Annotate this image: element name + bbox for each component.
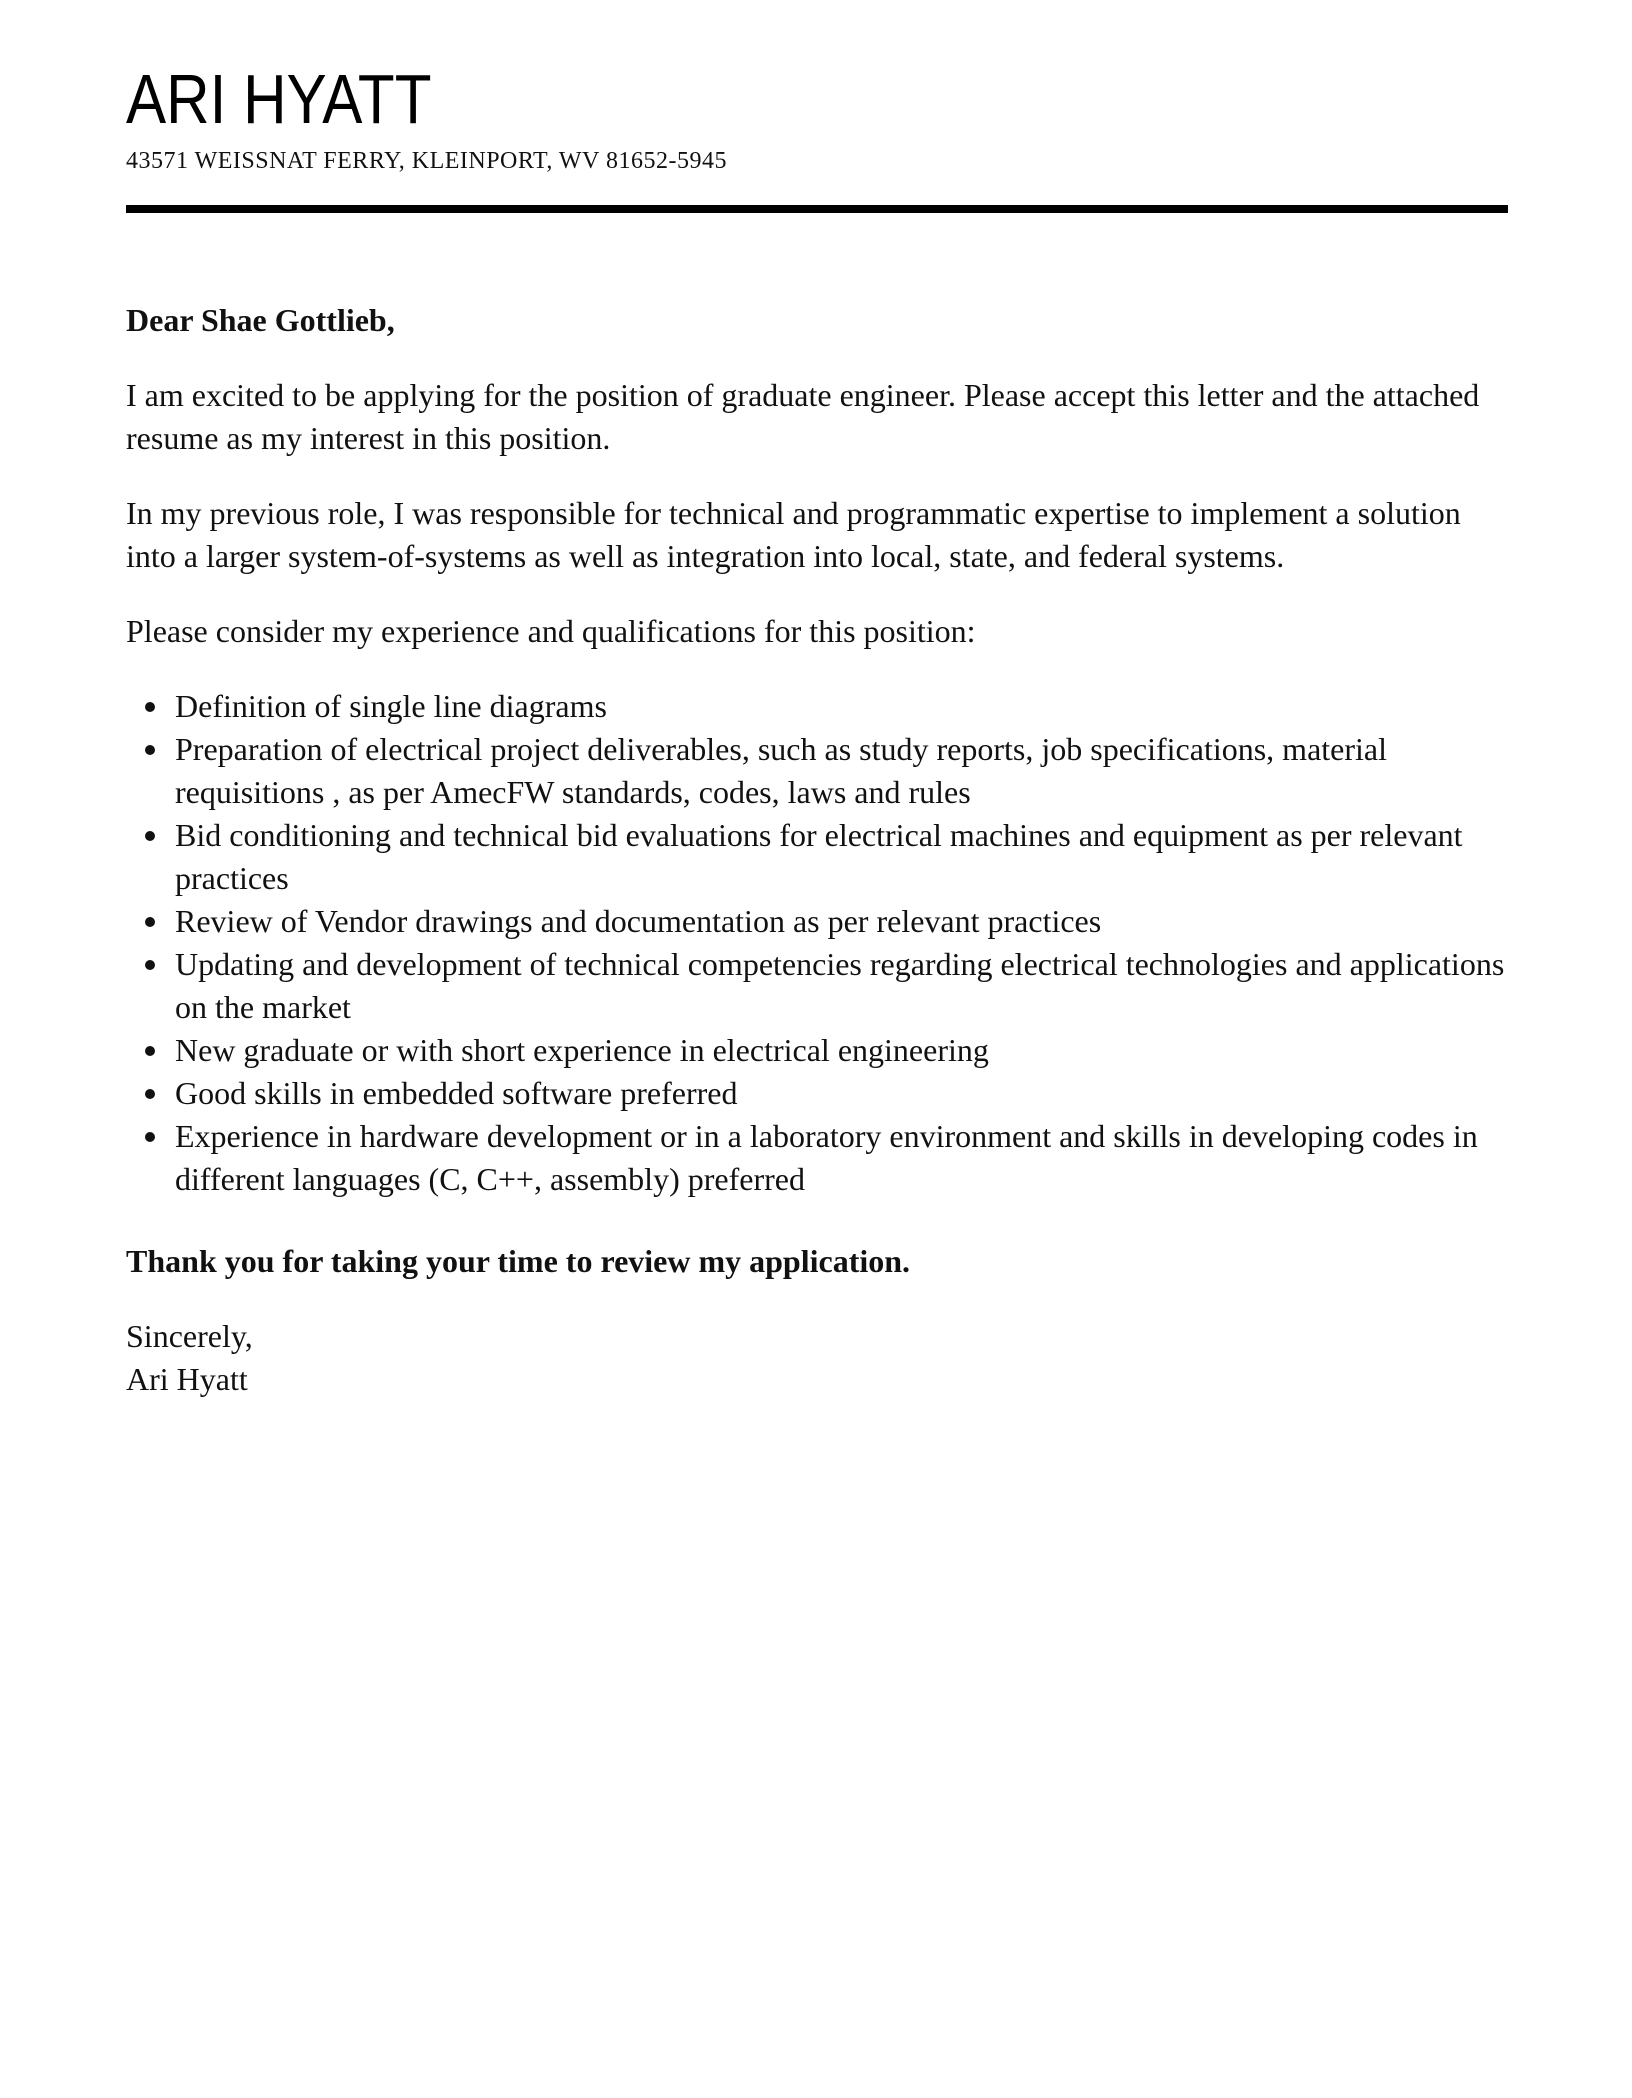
sender-address: 43571 WEISSNAT FERRY, KLEINPORT, WV 81652-5945 [126,148,727,174]
qualification-item: Definition of single line diagrams [126,685,1508,728]
signoff-word: Sincerely, [126,1318,253,1354]
letter-body [126,299,1508,1401]
qualifications-list [126,685,1508,1201]
letter-header [126,0,1508,213]
signature-name: Ari Hyatt [126,1361,248,1397]
qualification-item: Experience in hardware development or in a laboratory environment and skills in developing codes in different languages (C, C++, assembly) preferred [126,1115,1508,1201]
greeting: Dear Shae Gottlieb, [126,302,395,338]
lead-in-paragraph: Please consider my experience and qualifications for this position: [126,613,976,649]
qualification-item: New graduate or with short experience in electrical engineering [126,1029,1508,1072]
closing-statement: Thank you for taking your time to review my application. [126,1243,911,1279]
qualification-item: Bid conditioning and technical bid evaluations for electrical machines and equipment as per relevant practices [126,814,1508,900]
qualification-item: Updating and development of technical competencies regarding electrical technologies and applications on the market [126,943,1508,1029]
qualification-item: Good skills in embedded software preferred [126,1072,1508,1115]
experience-paragraph: In my previous role, I was responsible for technical and programmatic expertise to implement a solution into a larger system-of-systems as well as integration into local, state, and federal systems. [126,495,1461,574]
intro-paragraph: I am excited to be applying for the position of graduate engineer. Please accept this letter and the attached resume as my interest in this position. [126,377,1480,456]
sender-name: ARI HYATT [126,60,432,138]
header-divider [126,205,1508,213]
signature-block [126,1315,1508,1401]
qualification-item: Review of Vendor drawings and documentation as per relevant practices [126,900,1508,943]
qualification-item: Preparation of electrical project deliverables, such as study reports, job specifications, material requisitions , as per AmecFW standards, codes, laws and rules [126,728,1508,814]
